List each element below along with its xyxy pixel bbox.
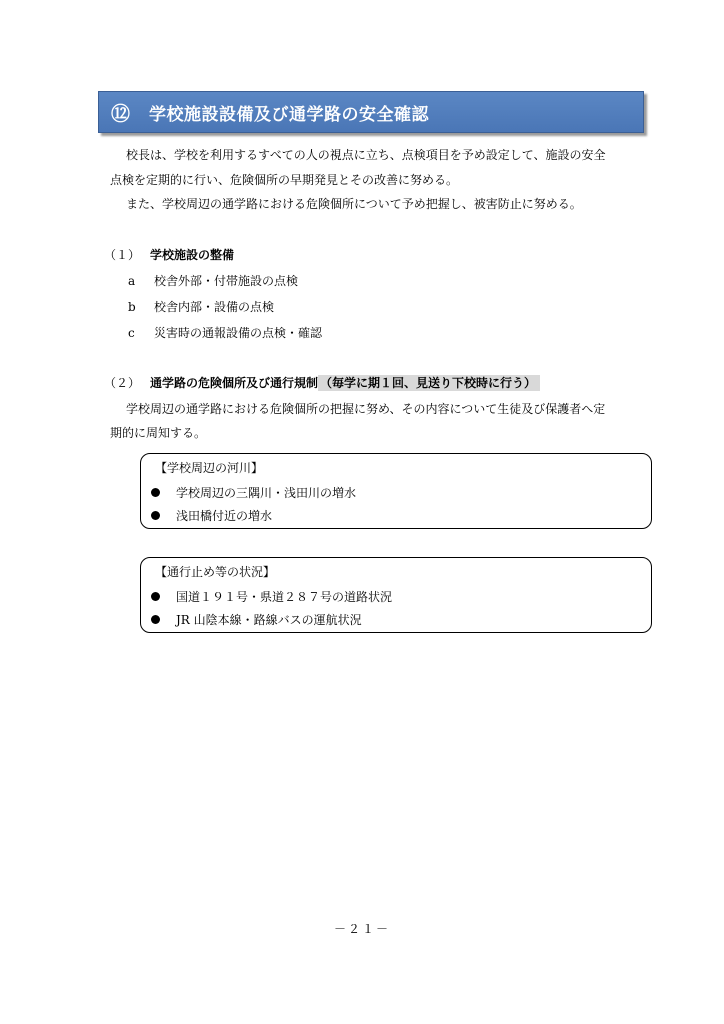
section-title-banner (98, 91, 644, 133)
list-item-text: 校舎外部・付帯施設の点検 (154, 274, 299, 288)
section-2-heading (104, 374, 540, 391)
section-2-body-line-1: 学校周辺の通学路における危険個所の把握に努め、その内容について生徒及び保護者へ定 (126, 402, 606, 416)
list-item (151, 507, 272, 524)
list-item (128, 324, 322, 341)
list-item (128, 298, 274, 315)
section-1-number: （１） (104, 248, 141, 262)
section-2-number: （２） (104, 376, 141, 390)
page-number: －２１－ (333, 922, 390, 936)
section-title: 学校施設設備及び通学路の安全確認 (149, 104, 429, 125)
section-2-title: 通学路の危険個所及び通行規制 (150, 376, 319, 390)
intro-line-3: また、学校周辺の通学路における危険個所について予め把握し、被害防止に努める。 (126, 197, 582, 211)
list-item-text: 校舎内部・設備の点検 (154, 300, 275, 314)
bullet-icon (151, 615, 160, 624)
rivers-box-title: 【学校周辺の河川】 (155, 461, 264, 475)
bullet-icon (151, 488, 160, 497)
section-1-title: 学校施設の整備 (150, 248, 235, 262)
list-item-letter: c (128, 326, 135, 340)
list-item (151, 611, 362, 628)
bullet-icon (151, 511, 160, 520)
list-item-text: 国道１９１号・県道２８７号の道路状況 (176, 590, 393, 604)
list-item (151, 484, 356, 501)
list-item-text: 浅田橋付近の増水 (176, 509, 273, 523)
list-item-letter: a (128, 274, 136, 288)
road-closure-info-box (140, 557, 652, 633)
bullet-icon (151, 592, 160, 601)
list-item (128, 272, 298, 289)
section-1-heading (104, 246, 234, 263)
section-number: ⑫ (111, 102, 131, 125)
section-2-body-line-2: 期的に周知する。 (110, 426, 207, 440)
intro-line-2: 点検を定期的に行い、危険個所の早期発見とその改善に努める。 (110, 173, 459, 187)
list-item-text: 学校周辺の三隅川・浅田川の増水 (176, 486, 357, 500)
list-item-text: JR 山陰本線・路線バスの運航状況 (176, 613, 362, 627)
rivers-info-box (140, 453, 652, 529)
list-item (151, 588, 392, 605)
list-item-text: 災害時の通報設備の点検・確認 (154, 326, 323, 340)
list-item-letter: b (128, 300, 136, 314)
road-box-title: 【通行止め等の状況】 (155, 565, 276, 579)
section-2-note: （毎学に期１回、見送り下校時に行う） (318, 375, 540, 391)
intro-line-1: 校長は、学校を利用するすべての人の視点に立ち、点検項目を予め設定して、施設の安全 (126, 148, 606, 162)
